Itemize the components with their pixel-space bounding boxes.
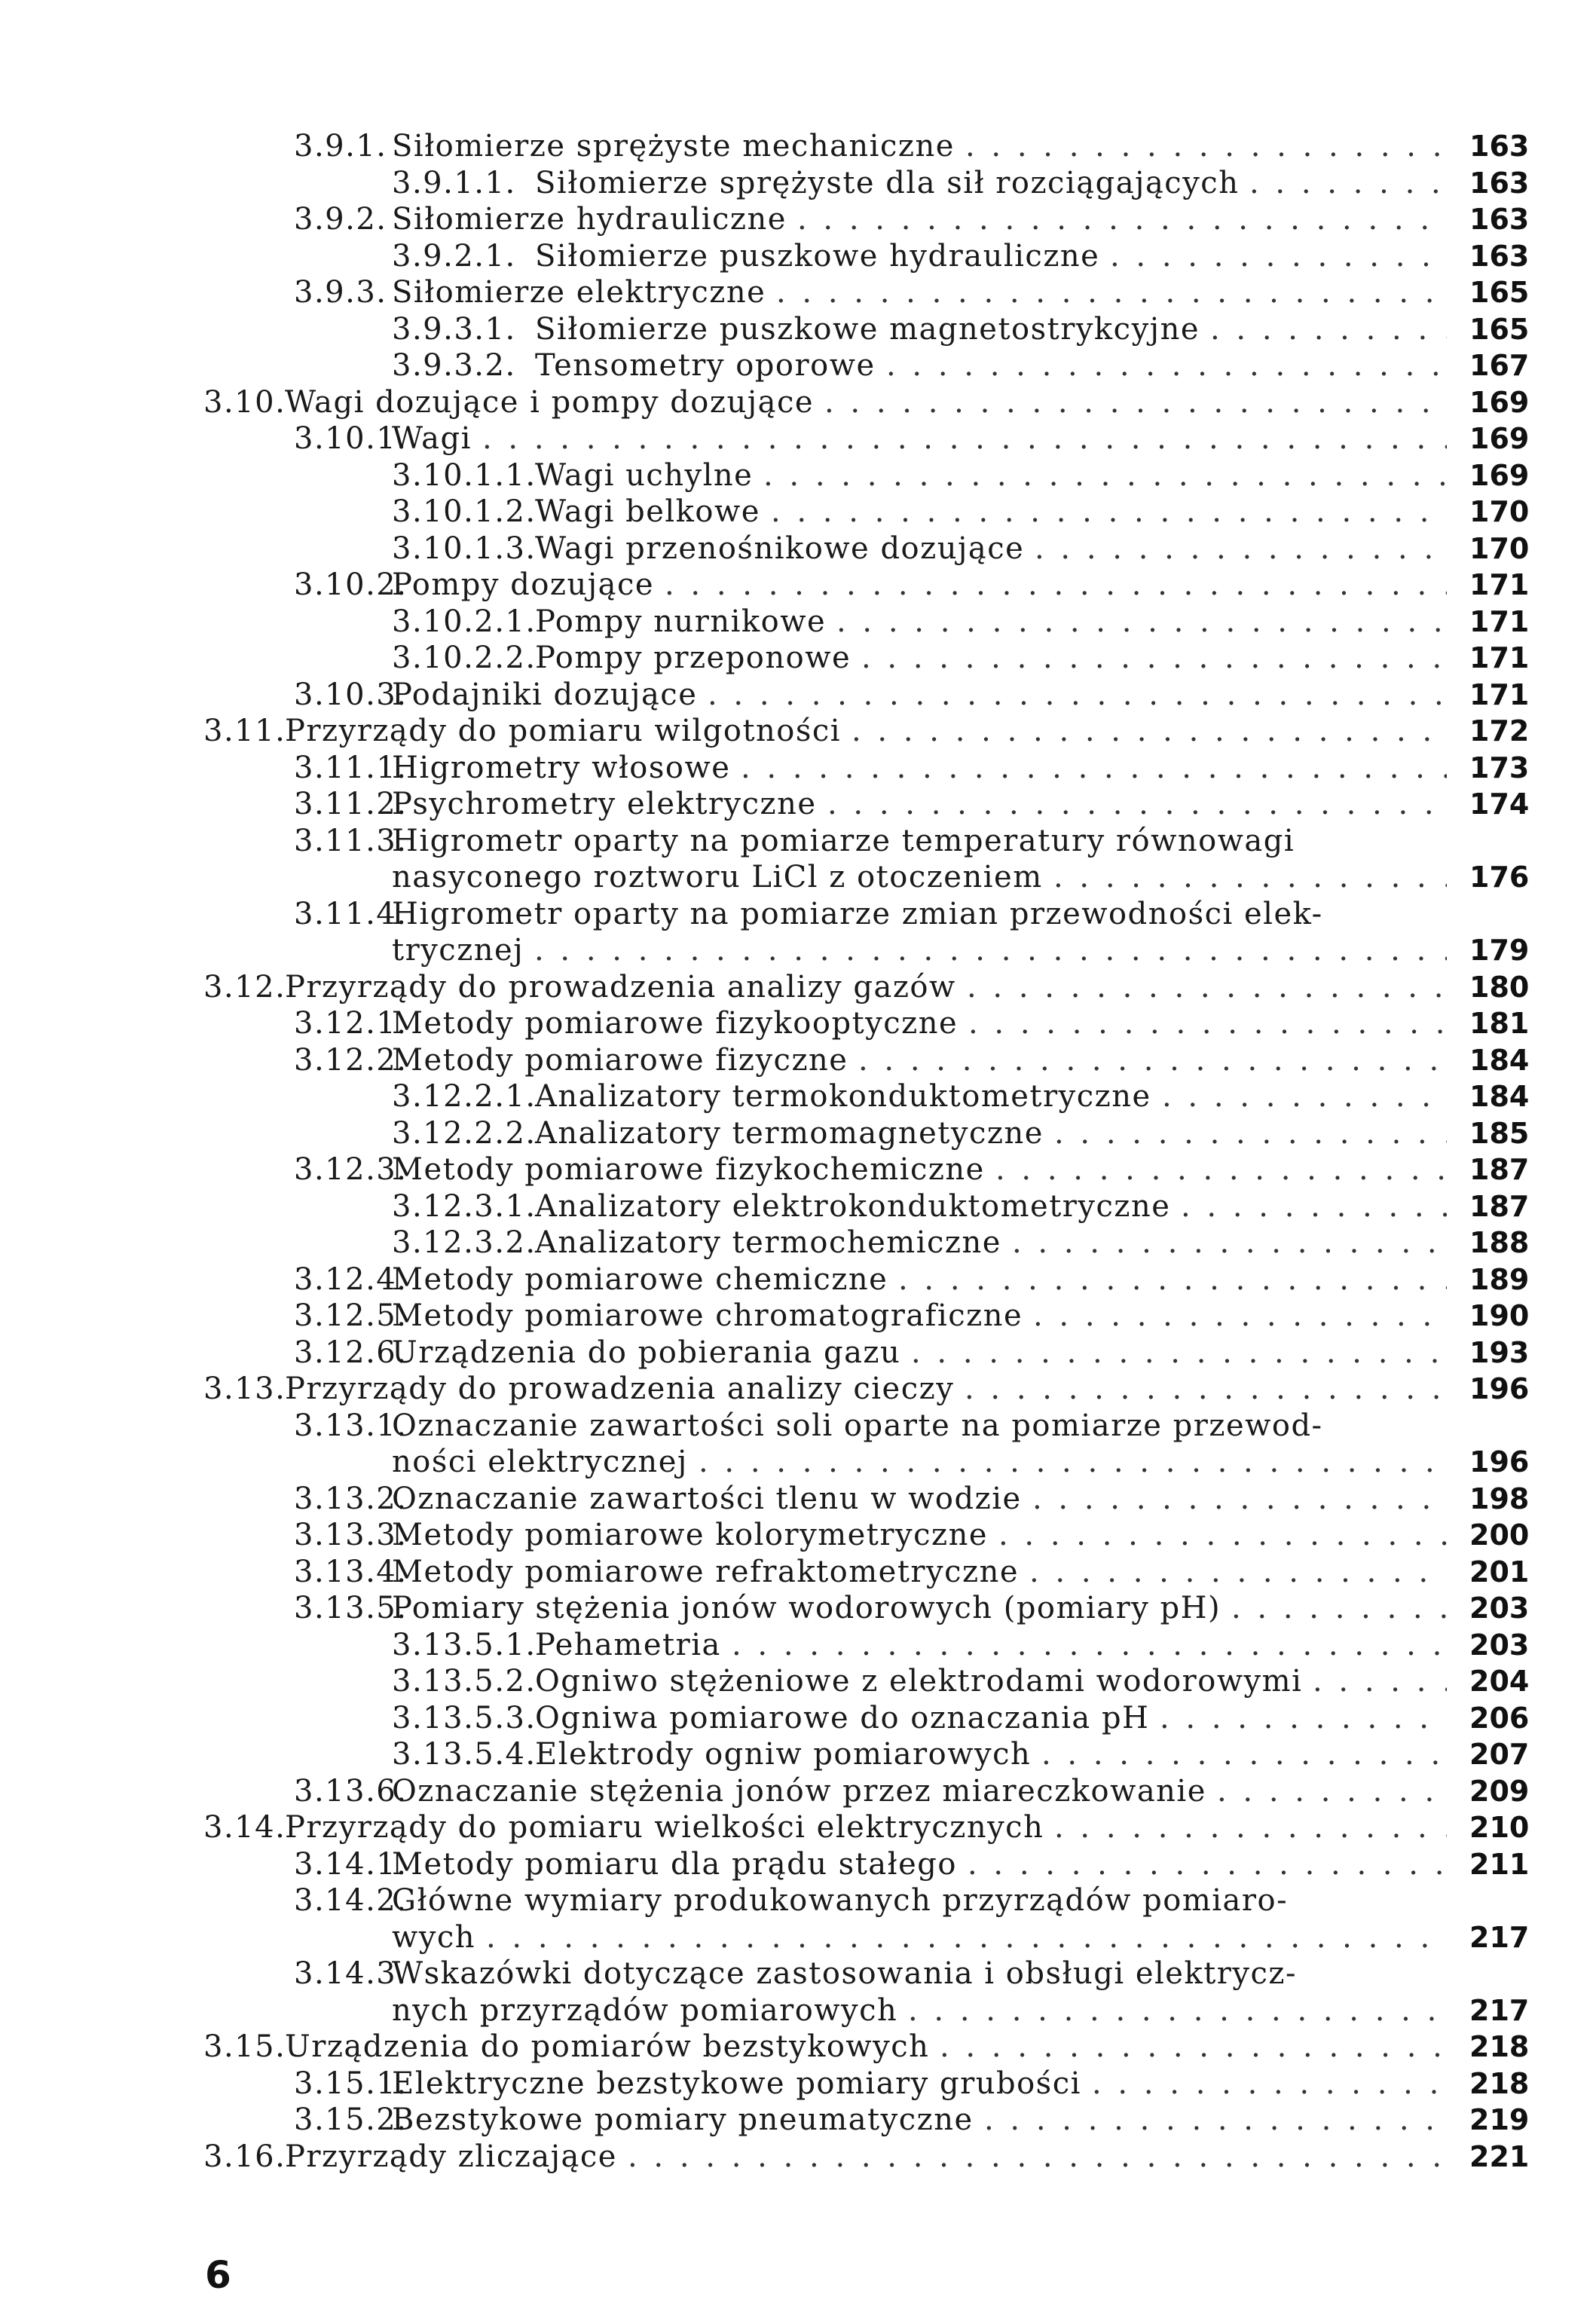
toc-leader-dots [732, 1627, 1447, 1664]
toc-leader-dots [824, 384, 1447, 421]
toc-entry-number: 3.10.1. [294, 421, 408, 456]
toc-leader-dots [861, 640, 1447, 677]
toc-entry-page: 218 [1469, 2030, 1530, 2063]
toc-entry-page: 193 [1469, 1335, 1530, 1369]
toc-entry-page: 171 [1469, 568, 1530, 601]
toc-entry-title: Bezstykowe pomiary pneumatyczne [392, 2102, 974, 2137]
toc-entry-title: Siłomierze sprężyste dla sił rozciągających [535, 165, 1240, 200]
toc-entry[interactable] [0, 713, 1596, 750]
toc-entry-title: Elektryczne bezstykowe pomiary grubości [392, 2066, 1081, 2101]
toc-leader-dots [898, 1261, 1447, 1298]
toc-entry-page: 169 [1469, 422, 1530, 455]
toc-entry-number: 3.15.1. [294, 2066, 408, 2101]
toc-entry-page: 198 [1469, 1482, 1530, 1515]
toc-entry-page: 206 [1469, 1701, 1530, 1735]
toc-leader-dots [1029, 1554, 1447, 1591]
toc-leader-dots [965, 1371, 1447, 1408]
toc-entry-page: 196 [1469, 1372, 1530, 1405]
toc-entry-title: Przyrządy zliczające [285, 2139, 617, 2174]
toc-entry-title: Pomiary stężenia jonów wodorowych (pomiary pH) [392, 1591, 1221, 1625]
toc-entry-page: 169 [1469, 385, 1530, 419]
toc-entry-title: Urządzenia do pomiarów bezstykowych [285, 2029, 930, 2064]
toc-entry[interactable] [0, 1371, 1596, 1408]
toc-entry-page: 171 [1469, 604, 1530, 638]
toc-entry-page: 176 [1469, 861, 1530, 894]
toc-entry-page: 163 [1469, 239, 1530, 273]
toc-leader-dots [1313, 1663, 1447, 1700]
toc-leader-dots [995, 1151, 1447, 1188]
toc-leader-dots [940, 2029, 1447, 2066]
toc-entry-number: 3.15. [203, 2029, 286, 2064]
toc-entry-number: 3.10.1.2. [392, 494, 537, 529]
toc-entry-number: 3.14.2. [294, 1883, 408, 1918]
toc-entry-title: Wagi dozujące i pompy dozujące [285, 384, 815, 420]
toc-leader-dots [741, 750, 1447, 787]
toc-leader-dots [836, 604, 1447, 641]
toc-entry-page: 217 [1469, 1920, 1530, 1954]
toc-entry[interactable] [0, 1481, 1596, 1518]
toc-leader-dots [1041, 1736, 1447, 1773]
toc-entry[interactable] [0, 420, 1596, 457]
toc-leader-dots [482, 420, 1447, 457]
toc-entry-page: 163 [1469, 166, 1530, 200]
toc-entry-title: Siłomierze elektryczne [392, 275, 766, 310]
toc-entry-title: Pehametria [535, 1627, 721, 1662]
toc-entry-number: 3.13.4. [294, 1554, 408, 1589]
toc-entry-number: 3.11.2. [294, 787, 408, 821]
toc-leader-dots [911, 1335, 1447, 1372]
toc-entry[interactable] [0, 1188, 1596, 1225]
toc-entry-title: Tensometry oporowe [535, 348, 876, 383]
toc-entry-number: 3.13.2. [294, 1481, 408, 1516]
toc-entry-page: 187 [1469, 1189, 1530, 1223]
toc-entry-title: Ogniwo stężeniowe z elektrodami wodorowymi [535, 1664, 1303, 1699]
toc-entry[interactable] [0, 1042, 1596, 1079]
toc-leader-dots [968, 1846, 1447, 1883]
toc-entry-page: 165 [1469, 312, 1530, 346]
toc-entry-number: 3.13.1. [294, 1408, 408, 1443]
toc-entry[interactable] [0, 1408, 1596, 1481]
toc-entry-number: 3.16. [203, 2139, 286, 2174]
toc-entry[interactable] [0, 128, 1596, 165]
toc-leader-dots [1210, 311, 1447, 348]
toc-entry-page: 189 [1469, 1262, 1530, 1296]
toc-entry-title-line1: Higrometr oparty na pomiarze zmian przewodności elek- [392, 896, 1323, 931]
toc-entry-page: 167 [1469, 349, 1530, 382]
toc-entry-title: Metody pomiaru dla prądu stałego [392, 1846, 957, 1882]
toc-entry[interactable] [0, 1261, 1596, 1298]
toc-leader-dots [1160, 1700, 1447, 1737]
toc-entry[interactable] [0, 165, 1596, 202]
toc-leader-dots [1092, 2066, 1447, 2102]
toc-entry-title-line2: trycznej [392, 933, 524, 968]
toc-entry[interactable] [0, 2102, 1596, 2139]
toc-entry-title: Metody pomiarowe fizyczne [392, 1042, 848, 1078]
toc-entry-number: 3.15.2. [294, 2102, 408, 2137]
toc-entry-title: Pompy przeponowe [535, 641, 852, 675]
toc-entry-number: 3.12. [203, 969, 286, 1005]
toc-entry-number: 3.11. [203, 714, 286, 748]
toc-entry-number: 3.10.2.2. [392, 641, 537, 675]
toc-entry-number: 3.14. [203, 1810, 286, 1845]
toc-entry-title: Metody pomiarowe chemiczne [392, 1261, 888, 1297]
toc-entry-number: 3.13.5. [294, 1591, 408, 1625]
toc-entry[interactable] [0, 1590, 1596, 1627]
toc-leader-dots [827, 786, 1447, 823]
toc-entry-number: 3.12.4. [294, 1261, 408, 1297]
toc-entry[interactable] [0, 1663, 1596, 1700]
toc-entry[interactable] [0, 640, 1596, 677]
toc-entry-page: 203 [1469, 1628, 1530, 1662]
toc-leader-dots [908, 1992, 1447, 2029]
toc-entry[interactable] [0, 1005, 1596, 1042]
toc-entry-page: 170 [1469, 495, 1530, 528]
toc-leader-dots [998, 1517, 1447, 1554]
toc-entry[interactable] [0, 2066, 1596, 2102]
toc-entry-number: 3.13.6. [294, 1773, 408, 1809]
toc-entry[interactable] [0, 457, 1596, 494]
toc-entry-number: 3.12.6. [294, 1335, 408, 1370]
toc-leader-dots [1054, 1115, 1447, 1152]
toc-entry[interactable] [0, 1078, 1596, 1115]
page-number: 6 [205, 2253, 231, 2297]
toc-leader-dots [968, 1005, 1447, 1042]
toc-leader-dots [852, 713, 1447, 750]
toc-entry-title: Metody pomiarowe fizykooptyczne [392, 1006, 959, 1041]
toc-entry-page: 171 [1469, 677, 1530, 711]
toc-entry-title: Psychrometry elektryczne [392, 787, 817, 821]
toc-entry-page: 163 [1469, 203, 1530, 236]
toc-entry-title: Analizatory termokonduktometryczne [535, 1079, 1151, 1114]
toc-entry[interactable] [0, 1627, 1596, 1664]
toc-entry-number: 3.13.5.2. [392, 1664, 537, 1699]
toc-entry[interactable] [0, 677, 1596, 714]
toc-entry[interactable] [0, 274, 1596, 311]
toc-entry-number: 3.12.3.2. [392, 1225, 537, 1260]
toc-entry[interactable] [0, 384, 1596, 421]
toc-entry-number: 3.14.1. [294, 1846, 408, 1882]
toc-entry-title: Wagi [392, 421, 472, 456]
toc-entry-title: Wagi uchylne [535, 457, 754, 493]
toc-leader-dots [708, 677, 1447, 714]
toc-entry-title: Metody pomiarowe refraktometryczne [392, 1554, 1020, 1589]
toc-entry-page: 184 [1469, 1043, 1530, 1077]
toc-entry-number: 3.12.2.1. [392, 1079, 537, 1114]
toc-leader-dots [886, 347, 1447, 384]
toc-entry[interactable] [0, 201, 1596, 238]
toc-entry-title-line2: wych [392, 1919, 475, 1955]
toc-entry[interactable] [0, 347, 1596, 384]
toc-entry-page: 209 [1469, 1774, 1530, 1808]
toc-entry-page: 179 [1469, 934, 1530, 967]
toc-entry-title-line2: nych przyrządów pomiarowych [392, 1992, 898, 2028]
toc-entry[interactable] [0, 1335, 1596, 1372]
toc-leader-dots [534, 932, 1447, 969]
toc-leader-dots [665, 567, 1447, 604]
toc-entry-number: 3.12.1. [294, 1006, 408, 1041]
toc-leader-dots [1181, 1188, 1447, 1225]
toc-entry[interactable] [0, 896, 1596, 969]
toc-entry-page: 181 [1469, 1007, 1530, 1040]
toc-leader-dots [1053, 859, 1447, 896]
toc-entry-page: 170 [1469, 531, 1530, 565]
toc-leader-dots [776, 274, 1447, 311]
toc-entry-title: Siłomierze hydrauliczne [392, 202, 787, 237]
toc-entry-page: 163 [1469, 130, 1530, 163]
toc-entry[interactable] [0, 1956, 1596, 2029]
toc-leader-dots [1035, 531, 1447, 567]
toc-entry[interactable] [0, 823, 1596, 896]
toc-entry[interactable] [0, 238, 1596, 275]
toc-entry-title-line2: nasyconego roztworu LiCl z otoczeniem [392, 860, 1043, 894]
toc-entry[interactable] [0, 786, 1596, 823]
toc-entry-page: 180 [1469, 970, 1530, 1004]
toc-entry[interactable] [0, 1809, 1596, 1846]
toc-leader-dots [965, 128, 1447, 165]
toc-entry-number: 3.13. [203, 1372, 286, 1406]
toc-entry[interactable] [0, 311, 1596, 348]
toc-entry-page: 200 [1469, 1518, 1530, 1552]
toc-entry-title: Siłomierze puszkowe hydrauliczne [535, 238, 1100, 274]
toc-entry-number: 3.9.3. [294, 275, 387, 310]
toc-entry-title: Pompy nurnikowe [535, 604, 827, 639]
toc-entry[interactable] [0, 1700, 1596, 1737]
toc-leader-dots [771, 494, 1447, 531]
toc-entry-page: 201 [1469, 1555, 1530, 1589]
toc-entry[interactable] [0, 567, 1596, 604]
toc-entry-title: Siłomierze puszkowe magnetostrykcyjne [535, 311, 1200, 347]
toc-entry-number: 3.11.1. [294, 750, 408, 785]
toc-entry-page: 171 [1469, 641, 1530, 674]
toc-leader-dots [1033, 1298, 1447, 1335]
toc-entry-page: 169 [1469, 458, 1530, 492]
toc-leader-dots [858, 1042, 1447, 1079]
toc-entry-number: 3.13.5.1. [392, 1627, 537, 1662]
toc-entry-title: Przyrządy do pomiaru wilgotności [285, 714, 842, 748]
toc-leader-dots [1162, 1078, 1447, 1115]
toc-entry[interactable] [0, 969, 1596, 1006]
toc-leader-dots [797, 201, 1447, 238]
toc-entry-number: 3.12.3. [294, 1152, 408, 1187]
toc-leader-dots [1231, 1590, 1447, 1627]
toc-entry-number: 3.12.2. [294, 1042, 408, 1078]
toc-entry-title: Siłomierze sprężyste mechaniczne [392, 129, 955, 164]
toc-entry[interactable] [0, 1846, 1596, 1883]
toc-entry[interactable] [0, 1151, 1596, 1188]
toc-entry-title: Oznaczanie stężenia jonów przez miareczkowanie [392, 1773, 1206, 1809]
toc-entry-page: 173 [1469, 751, 1530, 784]
toc-entry-title: Wagi przenośnikowe dozujące [535, 531, 1025, 566]
toc-entry[interactable] [0, 1736, 1596, 1773]
toc-leader-dots [984, 2102, 1447, 2139]
toc-entry-number: 3.10.1.1. [392, 457, 537, 493]
toc-entry-number: 3.13.3. [294, 1518, 408, 1552]
toc-entry-title-line1: Oznaczanie zawartości soli oparte na pomiarze przewod- [392, 1408, 1323, 1443]
toc-entry-number: 3.10.3. [294, 677, 408, 712]
toc-entry-number: 3.10.1.3. [392, 531, 537, 566]
toc-entry-title-line1: Główne wymiary produkowanych przyrządów pomiaro- [392, 1883, 1289, 1918]
toc-entry-number: 3.9.1. [294, 129, 387, 164]
toc-leader-dots [486, 1919, 1447, 1956]
toc-entry-page: 211 [1469, 1847, 1530, 1881]
toc-entry[interactable] [0, 1882, 1596, 1956]
toc-entry-page: 204 [1469, 1665, 1530, 1698]
toc-entry-title: Przyrządy do prowadzenia analizy cieczy [285, 1372, 955, 1406]
toc-entry-number: 3.9.3.1. [392, 311, 516, 347]
toc-entry-title: Elektrody ogniw pomiarowych [535, 1737, 1032, 1772]
toc-entry-page: 203 [1469, 1592, 1530, 1625]
toc-entry[interactable] [0, 1517, 1596, 1554]
toc-entry[interactable] [0, 1115, 1596, 1152]
toc-entry-page: 207 [1469, 1738, 1530, 1771]
toc-entry-page: 219 [1469, 2103, 1530, 2136]
toc-entry-title: Ogniwa pomiarowe do oznaczania pH [535, 1700, 1150, 1735]
toc-entry-title-line2: ności elektrycznej [392, 1445, 688, 1479]
toc-leader-dots [763, 457, 1447, 494]
toc-entry-title: Urządzenia do pobierania gazu [392, 1335, 901, 1370]
toc-entry-title: Analizatory termochemiczne [535, 1225, 1001, 1260]
toc-entry-number: 3.12.5. [294, 1298, 408, 1333]
toc-leader-dots [1249, 165, 1447, 202]
toc-entry-number: 3.9.1.1. [392, 165, 516, 200]
toc-entry-title: Analizatory termomagnetyczne [535, 1115, 1044, 1151]
toc-leader-dots [967, 969, 1447, 1006]
toc-entry-number: 3.11.3. [294, 823, 408, 858]
toc-entry-number: 3.13.5.4. [392, 1737, 537, 1772]
toc-entry-page: 187 [1469, 1153, 1530, 1186]
toc-entry-page: 188 [1469, 1226, 1530, 1259]
toc-entry[interactable] [0, 1298, 1596, 1335]
toc-entry-number: 3.13.5.3. [392, 1700, 537, 1735]
toc-entry-page: 185 [1469, 1116, 1530, 1150]
toc-entry-title: Metody pomiarowe kolorymetryczne [392, 1518, 989, 1552]
toc-entry-title-line1: Higrometr oparty na pomiarze temperatury równowagi [392, 823, 1295, 858]
toc-entry[interactable] [0, 1773, 1596, 1810]
toc-entry-page: 184 [1469, 1080, 1530, 1113]
toc-entry-number: 3.10.2.1. [392, 604, 537, 639]
toc-entry-page: 196 [1469, 1445, 1530, 1479]
toc-entry-title: Wagi belkowe [535, 494, 760, 529]
toc-entry-page: 218 [1469, 2066, 1530, 2100]
toc-leader-dots [1032, 1481, 1447, 1518]
toc-entry-number: 3.11.4. [294, 896, 408, 931]
toc-entry[interactable] [0, 531, 1596, 567]
toc-entry-number: 3.14.3. [294, 1956, 408, 1991]
toc-entry[interactable] [0, 1225, 1596, 1261]
toc-entry-page: 210 [1469, 1811, 1530, 1844]
toc-entry-number: 3.12.3.1. [392, 1188, 537, 1224]
toc-entry-number: 3.10. [203, 384, 286, 420]
toc-entry-title: Podajniki dozujące [392, 677, 698, 712]
toc-entry[interactable] [0, 750, 1596, 787]
toc-entry[interactable] [0, 2139, 1596, 2176]
toc-entry-page: 217 [1469, 1993, 1530, 2027]
toc-entry-title: Oznaczanie zawartości tlenu w wodzie [392, 1481, 1022, 1516]
toc-entry-page: 172 [1469, 714, 1530, 748]
toc-entry[interactable] [0, 2029, 1596, 2066]
toc-leader-dots [1110, 238, 1447, 275]
toc-entry[interactable] [0, 604, 1596, 641]
toc-entry-title: Przyrządy do pomiaru wielkości elektrycznych [285, 1810, 1044, 1845]
table-of-contents [0, 128, 1596, 2175]
toc-entry-title: Analizatory elektrokonduktometryczne [535, 1188, 1171, 1224]
toc-entry-title: Pompy dozujące [392, 567, 655, 602]
toc-leader-dots [1054, 1809, 1447, 1846]
toc-entry-number: 3.12.2.2. [392, 1115, 537, 1151]
toc-entry[interactable] [0, 1554, 1596, 1591]
toc-entry-number: 3.9.2.1. [392, 238, 516, 274]
toc-entry-title: Higrometry włosowe [392, 750, 731, 785]
toc-leader-dots [628, 2139, 1447, 2176]
toc-entry-number: 3.9.2. [294, 202, 387, 237]
toc-entry-page: 174 [1469, 787, 1530, 821]
toc-leader-dots [699, 1444, 1447, 1481]
toc-entry-number: 3.9.3.2. [392, 348, 516, 383]
toc-entry-title: Przyrządy do prowadzenia analizy gazów [285, 969, 956, 1005]
toc-entry-page: 190 [1469, 1299, 1530, 1332]
toc-entry-title: Metody pomiarowe chromatograficzne [392, 1298, 1023, 1333]
toc-entry[interactable] [0, 494, 1596, 531]
toc-leader-dots [1217, 1773, 1447, 1810]
toc-entry-page: 221 [1469, 2139, 1530, 2173]
toc-entry-page: 165 [1469, 276, 1530, 309]
toc-entry-title-line1: Wskazówki dotyczące zastosowania i obsługi elektrycz- [392, 1956, 1297, 1991]
toc-entry-number: 3.10.2. [294, 567, 408, 602]
toc-entry-title: Metody pomiarowe fizykochemiczne [392, 1152, 985, 1187]
toc-leader-dots [1012, 1225, 1447, 1261]
